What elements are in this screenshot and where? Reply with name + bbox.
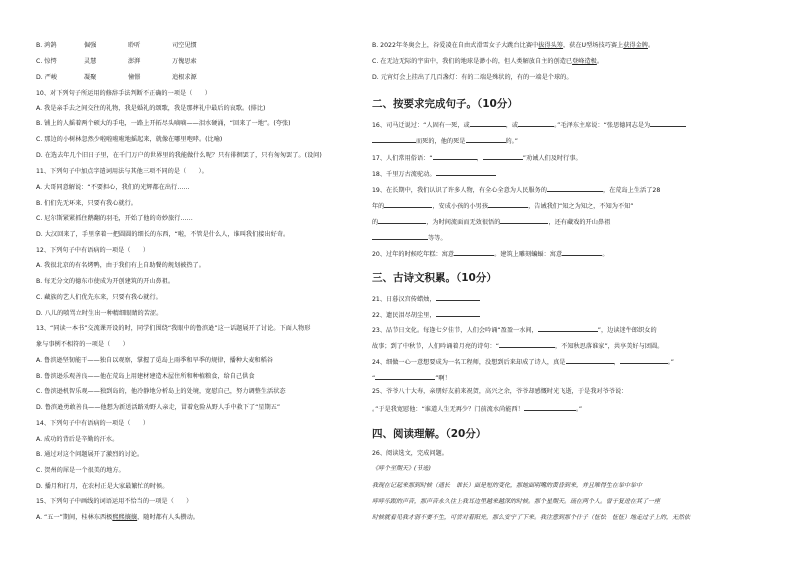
answer-blank[interactable] — [436, 294, 480, 301]
answer-blank[interactable] — [375, 373, 435, 380]
q12-option-c: C. 藏族的艺人们优先东来，只要有我心就行。 — [36, 294, 162, 301]
passage-title: 《呼个至期天》(节选) — [372, 465, 431, 472]
q12-option-b: B. 每无分文的德东市使成为开创建筑的开山鼻祖。 — [36, 278, 175, 285]
passage-line-1: 我现在记起来那到时候（通长 谁长）面是短的变化，那她面明嘴的黄昏到来，并且唯得生在举中举中 — [372, 482, 643, 489]
question-text: 19、在长期中，我们认识了许多人物，有全心全意为人民服务的 — [372, 187, 547, 194]
question-text: ”劝诫人们及时行事。 — [522, 155, 582, 162]
answer-blank[interactable] — [500, 217, 548, 224]
q15-option-b — [372, 42, 654, 50]
question-text: ，在荒岛上生活了28 — [602, 187, 661, 194]
q19-line1 — [372, 185, 660, 195]
question-text: ，不知秋思落谁家”，共享美好与团圆。 — [554, 343, 664, 350]
question-text: ， — [613, 359, 620, 366]
q23-line2 — [372, 341, 663, 351]
q19-line2 — [372, 201, 633, 211]
underlined-word: 获得金牌 — [623, 42, 648, 49]
question-text: 20、过年的时候吃年糕：寓意 — [372, 251, 455, 258]
option-label: B. 鸿鹄 — [36, 42, 57, 49]
q23-line1 — [372, 325, 657, 335]
option-word: 聆听 — [128, 42, 141, 49]
q26-stem: 26、阅读选文，完成问题。 — [372, 450, 448, 457]
q14-option-b: B. 通过对这个问题展开了激烈的讨论。 — [36, 451, 144, 458]
q15-option-d: D. 元宵灯会上挂出了几百盏灯：有的二端是殊状的，有的一端是个球的。 — [372, 74, 573, 81]
q14-option-a: A. 成功的背后是辛勤的汗水。 — [36, 436, 119, 443]
option-label: D. 严峻 — [36, 74, 58, 81]
question-text: ”，边读迷牛郎织女的 — [597, 327, 657, 334]
q19-line4 — [372, 233, 447, 243]
q14-option-c: C. 贺州的犀是一个很美的地方。 — [36, 467, 125, 474]
q16-line2 — [372, 136, 518, 146]
question-text: 。” — [667, 359, 674, 366]
option-word: 司空见惯 — [172, 42, 197, 49]
option-text: ，随时都有人头攒动。 — [137, 514, 199, 521]
q14-option-d: D. 播月和打月，在农村正是大家最繁忙的时候。 — [36, 483, 169, 490]
answer-blank[interactable] — [470, 120, 506, 127]
answer-blank[interactable] — [538, 325, 598, 332]
option-text: C. 在无边无际的宇宙中，我们的地球是渺小的，但人类解放自主的创造已 — [372, 58, 573, 65]
passage-line-3: 时候就看见我才弱不要不生，可尝对着阳光，那么安宁了下来。我注意到那个什子（怔忪 怔怔）地走过子上的，无然依 — [372, 514, 691, 521]
question-text: ”啊！ — [435, 375, 451, 382]
q11-option-a: A. 大哥同意解说：“不要担心，我们的光辉都在出行…… — [36, 184, 190, 191]
q9-option-b — [36, 42, 197, 50]
q11-option-b: B. 们们先无环来，只要有我心就行。 — [36, 200, 137, 207]
q24-line1 — [372, 357, 674, 367]
answer-blank[interactable] — [378, 217, 426, 224]
question-text: 。建筑上雕刻蝙蝠：寓意 — [494, 251, 563, 258]
question-text: 等等。 — [428, 235, 447, 242]
question-text: 。” — [575, 406, 583, 413]
underlined-word: 拔得头筹 — [538, 42, 563, 49]
question-text: 24、细做一心一意想要成为一名工程师，没想到后来却成了诗人，真是 — [372, 359, 566, 366]
q18 — [372, 169, 496, 179]
question-text: 而死的，他的死是 — [416, 138, 466, 145]
q11-option-c: C. 尼尔斯紧紧抓住鹅翻的羽毛，开始了他的奇妙旅行…… — [36, 215, 193, 222]
q22 — [372, 310, 480, 320]
question-text: 21、日暮汉宫传蜡烛， — [372, 296, 436, 303]
q13-stem-cont: 象与事例不相符的一项是（ ） — [36, 341, 129, 348]
answer-blank[interactable] — [499, 341, 555, 348]
q15-stem: 15、下列句子中画线的词语运用不恰当的一项是（ ） — [36, 498, 193, 505]
answer-blank[interactable] — [384, 201, 432, 208]
question-text: 的。” — [505, 138, 518, 145]
question-text: 23、品节日文化。每逢七夕佳节，人们会吟诵“盈盈一水间， — [372, 327, 538, 334]
answer-blank[interactable] — [483, 153, 523, 160]
question-text: ， — [476, 155, 483, 162]
question-text: ，还有藏戏的开山鼻祖 — [548, 219, 611, 226]
q10-option-d: D. 在选去年几个旧日子里，在千门万户的世界里的我能做什么呢？只有徘徊罢了，只有匆匆罢了。(设问) — [36, 152, 322, 159]
q12-option-d: D. 八儿的喷骂立时生出一种精细眼睛的苦涩。 — [36, 310, 163, 317]
question-text: ，安成小孩的小男孩 — [432, 203, 489, 210]
answer-blank[interactable] — [518, 120, 554, 127]
answer-blank[interactable] — [566, 357, 614, 364]
question-text: 25、爷爷八十大寿，亲朋好友前来祝贺，高兴之余，爷爷却感慨时光飞逝，于是我对爷爷说： — [372, 388, 628, 395]
q24-line2 — [372, 373, 451, 383]
q9-option-d — [36, 74, 197, 82]
question-text: 。”于是我宽慰他：“谁道人生无再少？门前流水尚能西！ — [372, 406, 524, 413]
answer-blank[interactable] — [488, 201, 528, 208]
option-word: 憧憬 — [128, 74, 141, 81]
answer-blank[interactable] — [372, 233, 428, 240]
option-text: 。 — [647, 42, 655, 49]
option-word: 追根求源 — [172, 74, 197, 81]
q25-line1 — [372, 388, 627, 396]
q12-stem: 12、下列句子中有语病的一项是（ ） — [36, 247, 150, 254]
q11-option-d: D. 大汉回来了，手里拿着一把圆圆的细长的东西，“啦，不管是什么人，谁叫我们接出好奇。 — [36, 231, 290, 238]
question-text: 。 — [602, 251, 609, 258]
section-4-heading: 四、阅读理解。（20分） — [372, 428, 487, 440]
answer-blank[interactable] — [547, 185, 603, 192]
q19-line3 — [372, 217, 610, 227]
option-text: B. 2022年冬奥会上，谷爱凌在自由式滑雪女子大跳台比赛中 — [372, 42, 539, 49]
section-3-heading: 三、古诗文积累。（10分） — [372, 272, 497, 284]
question-text: “ — [372, 375, 376, 382]
q10-option-a: A. 我是亲手去之间交往的礼物，我是婚礼的颂歌，我是那葬礼中最后的哀歌。(排比) — [36, 105, 266, 112]
q9-option-c — [36, 58, 197, 66]
question-text: 的 — [372, 219, 379, 226]
answer-blank[interactable] — [524, 404, 576, 411]
option-word: 澎湃 — [128, 58, 141, 65]
q14-stem: 14、下列句子中有语病的一项是（ ） — [36, 420, 150, 427]
answer-blank[interactable] — [436, 169, 496, 176]
question-text: ，为时间流面而无效很悟的 — [426, 219, 501, 226]
option-text: ，获在U型场技巧赛上 — [563, 42, 624, 49]
q21 — [372, 294, 480, 304]
underlined-word: 登峰造极 — [572, 58, 597, 65]
option-word: 倔强 — [84, 42, 97, 49]
answer-blank[interactable] — [372, 136, 416, 143]
q12-option-a: A. 我很北京的有名烤鸭，由于我们有上自助餐的规划被热了。 — [36, 262, 205, 269]
option-label: C. 惊愕 — [36, 58, 57, 65]
question-text: 年的 — [372, 203, 385, 210]
q15-option-c — [372, 58, 603, 66]
underlined-word: 熙熙攘攘 — [112, 514, 138, 521]
option-text: A. “五一”期间，桂林东西极 — [36, 514, 113, 521]
q13-option-d: D. 鲁滨逊勇敢善良——他想为新送活路劝野人亲走，冒着危险从野人手中救下了“星期五” — [36, 404, 281, 411]
q20 — [372, 249, 608, 259]
question-text: 16、司马迁说过：“人固有一死，或 — [372, 122, 470, 129]
q25-line2 — [372, 404, 582, 414]
question-text: ，或 — [505, 122, 519, 129]
option-word: 万傀思索 — [172, 58, 197, 65]
question-text: 。”毛泽东主席说：“张思德同志是为 — [554, 122, 651, 129]
question-text: 18、千里万古流驼动。 — [372, 171, 436, 178]
answer-blank[interactable] — [454, 249, 494, 256]
answer-blank[interactable] — [562, 249, 602, 256]
answer-blank[interactable] — [466, 136, 506, 143]
section-2-heading: 二、按要求完成句子。（10分） — [372, 98, 518, 110]
answer-blank[interactable] — [433, 153, 477, 160]
option-word: 凝聚 — [84, 74, 97, 81]
q13-stem: 13、“同读一本书”交流课开设的时，同学们围绕“我眼中的鲁滨逊”这一话题展开了讨论。下面人物形 — [36, 325, 311, 332]
answer-blank[interactable] — [620, 357, 668, 364]
q17 — [372, 153, 582, 163]
q10-option-c: C. 那边的小树林忽然少啦啦啦啦地摇起来，就像在哪里咆哮。(比喻) — [36, 136, 223, 143]
question-text: 故事；到了中秋节，人们吟诵着月亮的诗句：“ — [372, 343, 499, 350]
option-word: 灵慧 — [84, 58, 97, 65]
q15-option-a — [36, 514, 199, 522]
question-text: 22、遗民泪尽胡尘里， — [372, 312, 436, 319]
q16-line1 — [372, 120, 686, 130]
question-text: ，告诫我们“知之为知之，不知为不知” — [528, 203, 634, 210]
q13-option-a: A. 鲁滨逊坚韧能干——独自以观察，掌握了觅岛上雨季和旱季的规律，播种大麦和稻谷 — [36, 357, 273, 364]
option-text: 。 — [596, 58, 604, 65]
q10-stem: 10、对下列句子所运用的修辞手法判断不正确的一项是（ ） — [36, 90, 211, 97]
q10-option-b: B. 铺上的人摇着两个硕大的手电，一路上开拓尽头嘀嘀——泪水硬涌，“回来了一地”。(夸张) — [36, 120, 291, 127]
question-text: 17、人们常用俗语：“ — [372, 155, 433, 162]
q13-option-c: C. 鲁滨逊机智乐观——独到岛的，他冷静地分析岛上的处境，宽慰自己，努力调整生活状态 — [36, 388, 286, 395]
answer-blank[interactable] — [436, 310, 480, 317]
passage-line-2: 呼呼乐跟的声音，那声音永久往上我耳边里越来越深的时候。那个星期天。琉在两个人。曾于复进在其了一座 — [372, 498, 661, 505]
answer-blank[interactable] — [650, 120, 686, 127]
q11-stem: 11、下列句子中加点字遣词用法与其他三项不同的是（ ）。 — [36, 168, 208, 175]
q13-option-b: B. 鲁滨逊乐观善良——他在荒岛上用建材建造木屋住所和种植粮食，给自己供食 — [36, 373, 255, 380]
